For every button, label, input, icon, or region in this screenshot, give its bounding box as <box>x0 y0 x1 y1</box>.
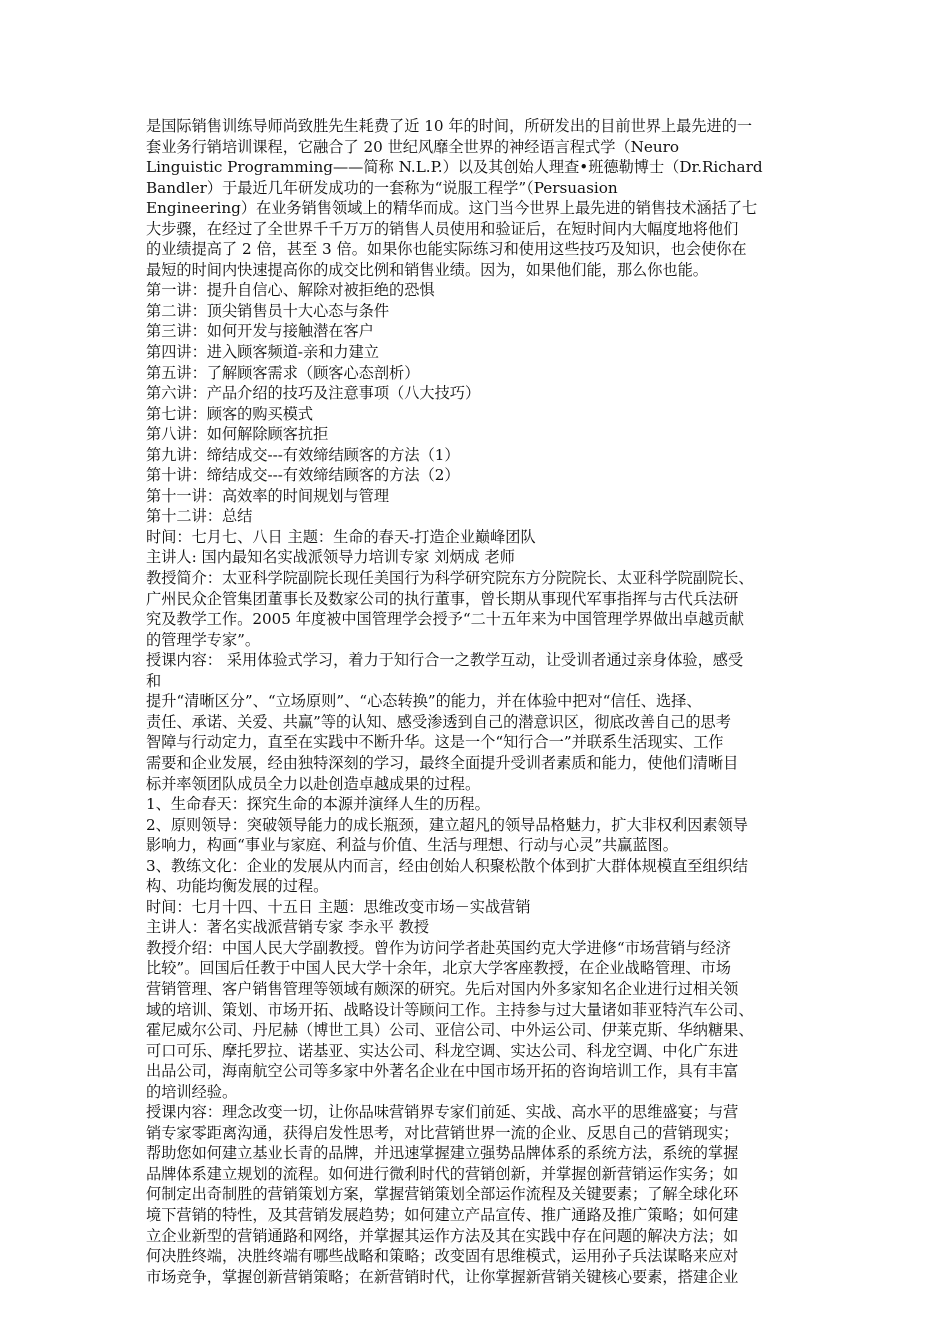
text-line: 主讲人：著名实战派营销专家 李永平 教授 <box>146 918 430 937</box>
text-line: 境下营销的特性，及其营销发展趋势；如何建立产品宣传、推广通路及推广策略；如何建 <box>146 1205 739 1224</box>
text-line: 第十一讲：高效率的时间规划与管理 <box>146 486 389 505</box>
text-line: 的培训经验。 <box>146 1082 238 1101</box>
text-line: 主讲人: 国内最知名实战派领导力培训专家 刘炳成 老师 <box>146 548 515 567</box>
text-line: 授课内容： 采用体验式学习，着力于知行合一之教学互动，让受训者通过亲身体验，感受 <box>146 651 744 670</box>
text-line: 大步骤，在经过了全世界千千万万的销售人员使用和验证后，在短时间内大幅度地将他们 <box>146 219 739 238</box>
text-line: 提升“清晰区分”、“立场原则”、“心态转换”的能力，并在体验中把对“信任、选择、 <box>146 692 702 711</box>
text-line: 域的培训、策划、市场开拓、战略设计等顾问工作。主持参与过大量诸如菲亚特汽车公司、 <box>146 1000 754 1019</box>
text-line: 第十讲：缔结成交---有效缔结顾客的方法（2） <box>146 466 460 485</box>
text-line: 何决胜终端，决胜终端有哪些战略和策略；改变固有思维模式，运用孙子兵法谋略来应对 <box>146 1247 739 1266</box>
text-line: 销专家零距离沟通，获得启发性思考，对比营销世界一流的企业、反思自己的营销现实； <box>146 1123 739 1142</box>
text-line: 第四讲：进入顾客频道-亲和力建立 <box>146 343 379 362</box>
text-line: 时间：七月十四、十五日 主题：思维改变市场－实战营销 <box>146 897 531 916</box>
text-line: 2、原则领导：突破领导能力的成长瓶颈，建立超凡的领导品格魅力，扩大非权利因素领导 <box>146 815 748 834</box>
text-line: 何制定出奇制胜的营销策划方案，掌握营销策划全部运作流程及关键要素；了解全球化环 <box>146 1185 739 1204</box>
text-line: 时间：七月七、八日 主题：生命的春天-打造企业巅峰团队 <box>146 527 536 546</box>
text-line: 最短的时间内快速提高你的成交比例和销售业绩。因为，如果他们能，那么你也能。 <box>146 260 708 279</box>
text-line: 需要和企业发展，经由独特深刻的学习，最终全面提升受训者素质和能力，使他们清晰目 <box>146 753 739 772</box>
text-line: 第八讲：如何解除顾客抗拒 <box>146 425 329 444</box>
text-line: 第十二讲：总结 <box>146 507 253 526</box>
text-line: 的业绩提高了 2 倍，甚至 3 倍。如果你也能实际练习和使用这些技巧及知识，也会使你在 <box>146 240 747 259</box>
text-line: 的管理学专家”。 <box>146 630 261 649</box>
text-line: 市场竞争，掌握创新营销策略；在新营销时代，让你掌握新营销关键核心要素，搭建企业 <box>146 1267 739 1286</box>
text-line: 帮助您如何建立基业长青的品牌，并迅速掌握建立强势品牌体系的系统方法，系统的掌握 <box>146 1144 739 1163</box>
text-line: 第六讲：产品介绍的技巧及注意事项（八大技巧） <box>146 384 481 403</box>
text-line: 构、功能均衡发展的过程。 <box>146 877 329 896</box>
text-line: 第七讲：顾客的购买模式 <box>146 404 314 423</box>
text-line: 智障与行动定力，直至在实践中不断升华。这是一个“知行合一”并联系生活现实、工作 <box>146 733 724 752</box>
text-line: 第五讲：了解顾客需求（顾客心态剖析） <box>146 363 420 382</box>
text-line: 1、生命春天：探究生命的本源并演绎人生的历程。 <box>146 795 490 814</box>
text-line: 教授简介：太亚科学院副院长现任美国行为科学研究院东方分院院长、太亚科学院副院长、 <box>146 569 754 588</box>
text-line: 和 <box>146 671 162 690</box>
text-line: 立企业新型的营销通路和网络，并掌握其运作方法及其在实践中存在问题的解决方法；如 <box>146 1226 739 1245</box>
text-line: 是国际销售训练导师尚致胜先生耗费了近 10 年的时间，所研发出的目前世界上最先进的一 <box>146 117 753 135</box>
text-line: 第一讲：提升自信心、解除对被拒绝的恐惧 <box>146 281 435 300</box>
text-line: 品牌体系建立规划的流程。如何进行微利时代的营销创新，并掌握创新营销运作实务；如 <box>146 1164 739 1183</box>
text-line: 教授介绍：中国人民大学副教授。曾作为访问学者赴英国约克大学进修“市场营销与经济 <box>146 938 731 957</box>
text-line: Linguistic Programming——简称 N.L.P.）以及其创始人理查•班德勒博士（Dr.Richard <box>146 158 763 177</box>
text-line: 第二讲：顶尖销售员十大心态与条件 <box>146 301 389 320</box>
document-body <box>146 116 808 1287</box>
text-line: 比较”。回国后任教于中国人民大学十余年，北京大学客座教授，在企业战略管理、市场 <box>146 959 731 978</box>
text-line: 广州民众企管集团董事长及数家公司的执行董事，曾长期从事现代军事指挥与古代兵法研 <box>146 589 739 608</box>
text-line: 标并率领团队成员全力以赴创造卓越成果的过程。 <box>146 774 481 793</box>
text-line: 套业务行销培训课程，它融合了 20 世纪风靡全世界的神经语言程式学（Neuro <box>146 137 680 156</box>
text-line: 出品公司，海南航空公司等多家中外著名企业在中国市场开拓的咨询培训工作，具有丰富 <box>146 1062 739 1081</box>
text-line: 3、教练文化：企业的发展从内而言，经由创始人积聚松散个体到扩大群体规模直至组织结 <box>146 856 748 875</box>
text-line: Bandler）于最近几年研发成功的一套称为“说服工程学”（Persuasion <box>146 178 618 197</box>
text-line: 第三讲：如何开发与接触潜在客户 <box>146 322 374 341</box>
text-line: 究及教学工作。2005 年度被中国管理学会授予“二十五年来为中国管理学界做出卓越贡献 <box>146 610 744 629</box>
text-line: 霍尼威尔公司、丹尼赫（博世工具）公司、亚信公司、中外运公司、伊莱克斯、华纳糖果、 <box>146 1021 754 1040</box>
text-line: 责任、承诺、关爱、共赢”等的认知、感受渗透到自己的潜意识区，彻底改善自己的思考 <box>146 712 731 731</box>
text-line: 营销管理、客户销售管理等领域有颇深的研究。先后对国内外多家知名企业进行过相关领 <box>146 979 739 998</box>
text-line: 影响力，构画“事业与家庭、利益与价值、生活与理想、行动与心灵”共赢蓝图。 <box>146 836 678 855</box>
text-line: 可口可乐、摩托罗拉、诺基亚、实达公司、科龙空调、实达公司、科龙空调、中化广东进 <box>146 1041 739 1060</box>
text-line: 授课内容：理念改变一切，让你品味营销界专家们前延、实战、高水平的思维盛宴；与营 <box>146 1103 739 1122</box>
text-line: 第九讲：缔结成交---有效缔结顾客的方法（1） <box>146 445 460 464</box>
text-line: Engineering）在业务销售领域上的精华而成。这门当今世界上最先进的销售技术涵括了七 <box>146 199 758 218</box>
